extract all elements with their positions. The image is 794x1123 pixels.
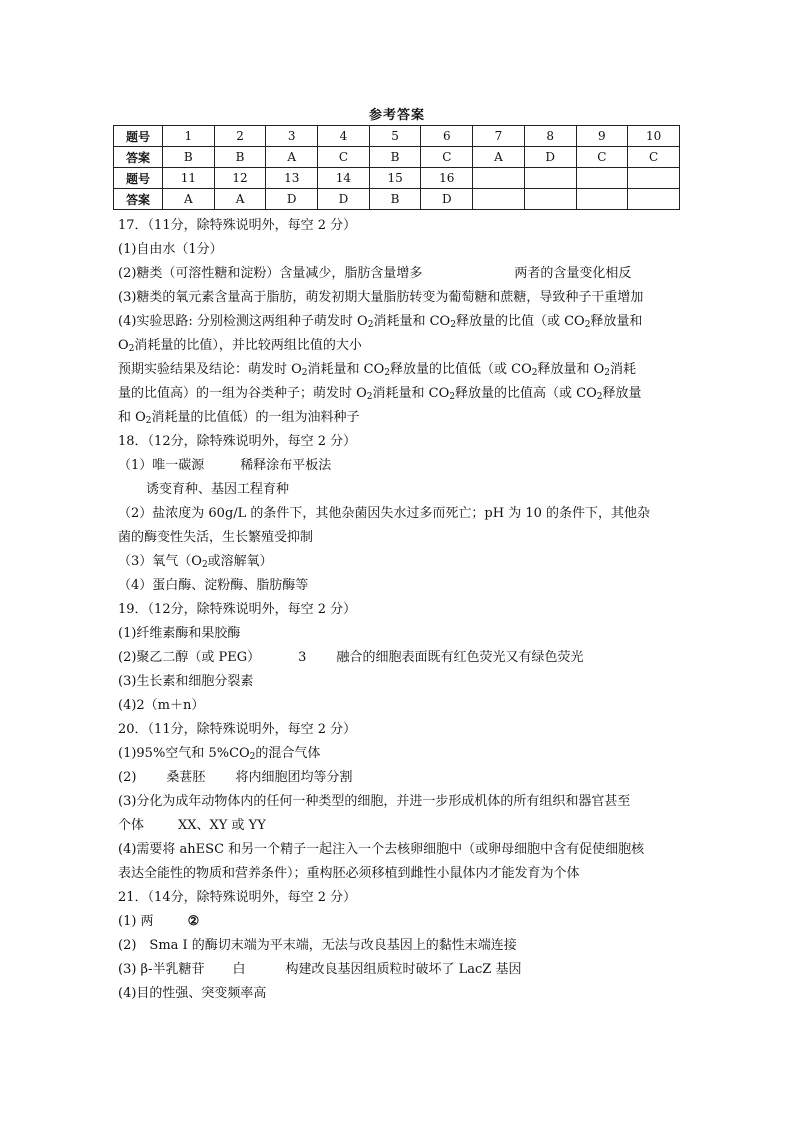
table-cell: C [576,147,628,168]
table-row-header: 答案 [114,147,163,168]
q17-answer-4-cont: $O_2$消耗量的比值），并比较两组比值的大小 [118,338,362,354]
q18-answer-2-b: 菌的酶变性失活，生长繁殖受抑制 [118,530,314,545]
table-cell: 3 [266,126,318,147]
table-cell: 12 [214,168,266,189]
q17-answer-2: (2)糖类（可溶性糖和淀粉）含量减少，脂肪含量增多 两者的含量变化相反 [118,266,632,281]
table-cell [524,168,576,189]
q19-answer-4: (4)2（m＋n） [118,698,205,713]
table-cell: B [369,147,421,168]
table-cell: D [421,189,473,210]
table-cell: 15 [369,168,421,189]
q20-header: 20．（11分，除特殊说明外，每空 2 分） [118,722,357,737]
answer-table-row [114,189,680,210]
table-cell: D [318,189,370,210]
q20-answer-3: (3)分化为成年动物体内的任何一种类型的细胞，并进一步形成机体的所有组织和器官甚至 [118,794,631,809]
table-cell: B [163,147,215,168]
table-cell: 8 [524,126,576,147]
answer-table-row [114,147,680,168]
answer-body [118,214,688,1006]
table-cell: A [214,189,266,210]
q17-result-2: 量的比值高）的一组为谷类种子；萌发时 $O_2$消耗量和 $CO_2$释放量的比值高（或 $CO_2$释放量 [118,386,642,402]
q18-answer-3: （3）氧气（$O_2$或溶解氧） [118,554,273,570]
q18-answer-1-cont: 诱变育种、基因工程育种 [146,482,290,497]
q17-result-3: 和 $O_2$消耗量的比值低）的一组为油料种子 [118,410,360,426]
q20-answer-3-cont: 个体 XX、XY 或 YY [118,818,266,833]
table-cell [576,189,628,210]
q17-result-1: 预期实验结果及结论：萌发时 $O_2$消耗量和 $CO_2$释放量的比值低（或 $CO_2$释放量和 $O_2$消耗 [118,362,637,378]
q21-answer-1: (1) 两 ② [118,914,200,929]
table-cell: 13 [266,168,318,189]
q18-answer-1: （1）唯一碳源 稀释涂布平板法 [118,458,332,473]
table-cell: 4 [318,126,370,147]
table-cell: A [163,189,215,210]
q18-answer-2-a: （2）盐浓度为 60g/L 的条件下，其他杂菌因失水过多而死亡；pH 为 10 的条件下，其他杂 [118,506,651,521]
q17-answer-1: (1)自由水（1分） [118,242,223,257]
answer-table [113,125,680,210]
table-row-header: 答案 [114,189,163,210]
table-cell: 9 [576,126,628,147]
q21-answer-3: (3) β-半乳糖苷 白 构建改良基因组质粒时破坏了 LacZ 基因 [118,962,522,977]
q20-answer-1: (1)95%空气和 $5\%CO_2$的混合气体 [118,746,321,762]
q20-answer-4-b: 表达全能性的物质和营养条件）；重构胚必须移植到雌性小鼠体内才能发育为个体 [118,866,580,881]
table-cell: C [318,147,370,168]
table-cell: 6 [421,126,473,147]
table-cell: B [214,147,266,168]
q17-header: 17．（11分，除特殊说明外，每空 2 分） [118,218,357,233]
q19-answer-2: (2)聚乙二醇（或 PEG） 3 融合的细胞表面既有红色荧光又有绿色荧光 [118,650,584,665]
q20-answer-4-a: (4)需要将 ahESC 和另一个精子一起注入一个去核卵细胞中（或卵母细胞中含有促使细胞核 [118,842,645,857]
table-row-header: 题号 [114,168,163,189]
q18-header: 18．（12分，除特殊说明外，每空 2 分） [118,434,357,449]
table-cell [473,168,525,189]
q21-header: 21．（14分，除特殊说明外，每空 2 分） [118,890,357,905]
table-cell [628,168,680,189]
table-cell: 5 [369,126,421,147]
table-cell: 2 [214,126,266,147]
q19-answer-3: (3)生长素和细胞分裂素 [118,674,254,689]
table-cell: D [266,189,318,210]
table-cell: B [369,189,421,210]
table-cell: A [473,147,525,168]
q17-answer-4: (4)实验思路: 分别检测这两组种子萌发时 $O_2$消耗量和 $CO_2$释放量的比值（或 $CO_2$释放量和 [118,314,643,330]
q17-answer-3-a: (3)糖类的氧元素含量高于脂肪，萌发初期大量脂肪转变为葡萄糖和蔗糖，导致种子干重增加 [118,290,644,305]
table-cell: C [628,147,680,168]
page-title: 参考答案 [368,108,425,123]
table-cell [473,189,525,210]
answer-table-row [114,168,680,189]
table-cell [576,168,628,189]
table-cell [628,189,680,210]
table-cell: 11 [163,168,215,189]
table-cell: D [524,147,576,168]
table-cell: A [266,147,318,168]
table-cell: 10 [628,126,680,147]
table-cell: C [421,147,473,168]
table-cell: 7 [473,126,525,147]
q18-answer-4: （4）蛋白酶、淀粉酶、脂肪酶等 [118,578,309,593]
table-cell: 16 [421,168,473,189]
q21-answer-2: (2) Sma I 的酶切末端为平末端，无法与改良基因上的黏性末端连接 [118,938,517,953]
table-cell [524,189,576,210]
answer-table-row [114,126,680,147]
q21-answer-4: (4)目的性强、突变频率高 [118,986,267,1001]
q19-answer-1: (1)纤维素酶和果胶酶 [118,626,241,641]
table-row-header: 题号 [114,126,163,147]
q20-answer-2: (2) 桑葚胚 将内细胞团均等分割 [118,770,353,785]
q19-header: 19．（12分，除特殊说明外，每空 2 分） [118,602,357,617]
table-cell: 1 [163,126,215,147]
table-cell: 14 [318,168,370,189]
